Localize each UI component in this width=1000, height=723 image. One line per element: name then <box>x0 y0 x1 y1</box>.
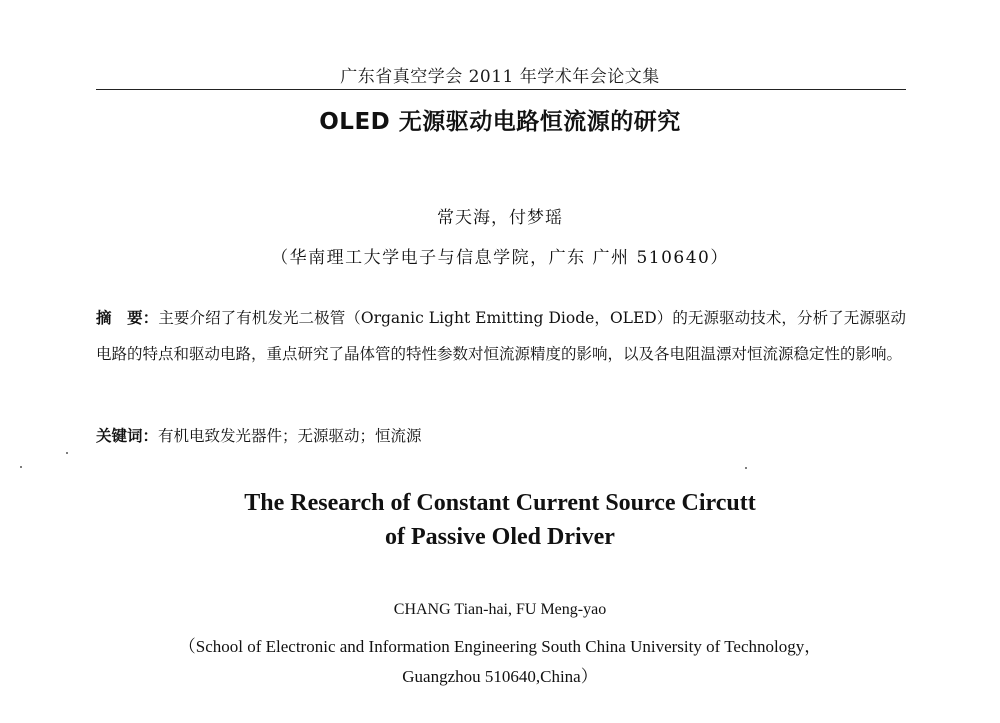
header-rule <box>96 89 906 90</box>
english-affiliation-line-1: （School of Electronic and Information Engineering South China University of Technology， <box>178 637 822 656</box>
english-authors: CHANG Tian-hai, FU Meng-yao <box>393 601 607 618</box>
keywords-label: 关键词： <box>96 427 159 445</box>
abstract-text: 主要介绍了有机发光二极管（Organic Light Emitting Diode，OLED）的无源驱动技术，分析了无源驱动电路的特点和驱动电路，重点研究了晶体管的特性参数对恒流源精度的影响，以及各电阻温漂对恒流源稳定性的影响。 <box>96 309 906 363</box>
scan-speck <box>66 452 68 454</box>
english-affiliation-line-2: Guangzhou 510640,China） <box>402 667 598 686</box>
running-header: 广东省真空学会 2011 年学术年会论文集 <box>340 67 660 87</box>
chinese-authors: 常天海，付梦瑶 <box>437 208 563 228</box>
chinese-title: OLED 无源驱动电路恒流源的研究 <box>319 109 681 135</box>
abstract <box>96 300 906 372</box>
english-affiliation <box>0 632 1000 692</box>
english-title-line-2: of Passive Oled Driver <box>385 524 615 550</box>
abstract-label: 摘 要： <box>96 309 159 327</box>
chinese-affiliation: （华南理工大学电子与信息学院，广东 广州 510640） <box>271 248 729 268</box>
keywords <box>96 424 906 446</box>
scan-speck <box>20 466 22 468</box>
english-title-line-1: The Research of Constant Current Source Circutt <box>244 490 756 516</box>
english-title <box>0 486 1000 554</box>
keywords-text: 有机电致发光器件；无源驱动；恒流源 <box>158 427 422 445</box>
scan-speck <box>745 467 747 469</box>
